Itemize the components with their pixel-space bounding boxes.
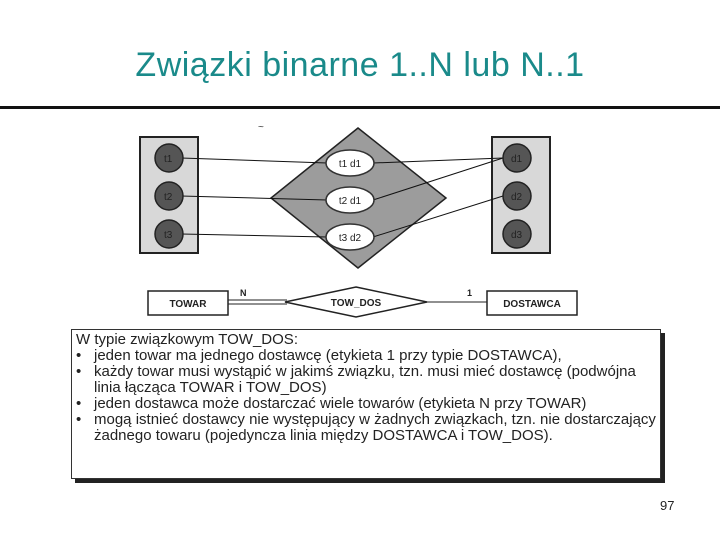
- description-item: • jeden dostawca może dostarczać wiele towarów (etykieta N przy TOWAR): [76, 396, 656, 412]
- cardinality-1: 1: [467, 288, 473, 298]
- relationship-instance: [326, 187, 374, 213]
- relationship-tow-dos-label: TOW_DOS: [330, 298, 382, 309]
- towar-instance: [155, 220, 183, 248]
- stray-mark: ~: [258, 122, 264, 133]
- relationship-instance-label: t2 d1: [338, 196, 362, 207]
- dostawca-instance: [503, 182, 531, 210]
- entity-dostawca-label: DOSTAWCA: [503, 299, 561, 310]
- description-item: • mogą istnieć dostawcy nie występujący w żadnych związkach, tzn. nie dostarczający żadnego towaru (pojedyncza linia między DOSTAWCA i TOW_DOS).: [76, 412, 656, 444]
- link-t3-r3: [181, 234, 327, 237]
- towar-instance: [155, 182, 183, 210]
- slide-title: Związki binarne 1..N lub N..1: [135, 46, 585, 84]
- dostawca-instance: [503, 144, 531, 172]
- towar-instance: [155, 144, 183, 172]
- description-box: [71, 329, 661, 479]
- page-number: 97: [660, 498, 675, 513]
- dostawca-instance-label: d2: [511, 192, 523, 203]
- relationship-instance: [326, 150, 374, 176]
- er-diagram: [0, 110, 720, 325]
- cardinality-n: N: [240, 288, 247, 298]
- description-item: • jeden towar ma jednego dostawcę (etykieta 1 przy typie DOSTAWCA),: [76, 348, 656, 364]
- towar-instance-label: t1: [164, 154, 173, 165]
- entity-towar-label: TOWAR: [169, 299, 207, 310]
- description-item: • każdy towar musi wystąpić w jakimś związku, tzn. musi mieć dostawcę (podwójna linia łącząca TOWAR i TOW_DOS): [76, 364, 656, 396]
- relationship-instance-label: t1 d1: [338, 159, 362, 170]
- description-list: [76, 348, 656, 444]
- title-divider: [0, 106, 720, 109]
- description-intro: W typie związkowym TOW_DOS:: [76, 331, 298, 348]
- towar-instance-label: t3: [164, 230, 173, 241]
- relationship-instance-label: t3 d2: [338, 233, 362, 244]
- dostawca-instance: [503, 220, 531, 248]
- dostawca-instance-label: d3: [511, 230, 523, 241]
- towar-instance-label: t2: [164, 192, 173, 203]
- dostawca-instance-label: d1: [511, 154, 523, 165]
- link-t1-r1: [181, 158, 327, 163]
- relationship-instance: [326, 224, 374, 250]
